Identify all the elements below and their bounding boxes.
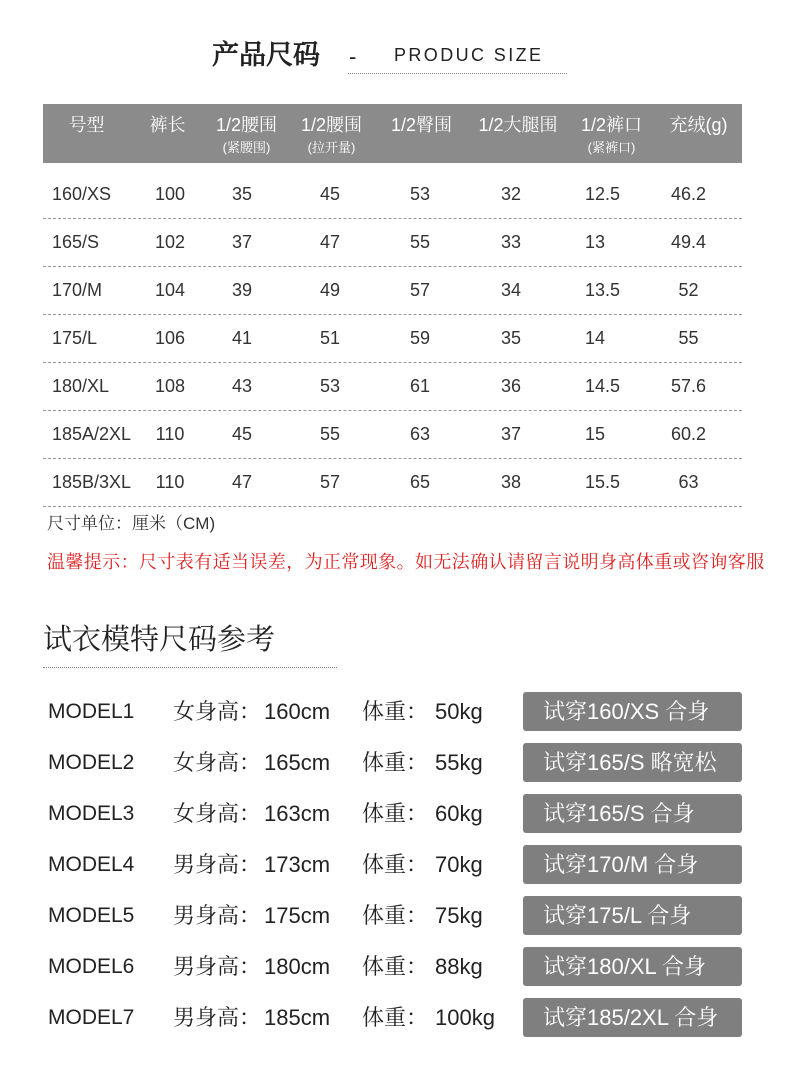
- model-name: MODEL3: [48, 802, 135, 825]
- size-table-cell: 110: [155, 424, 185, 444]
- size-table-row: [43, 171, 742, 219]
- title-divider: [348, 73, 567, 74]
- size-table-cell: 13: [585, 232, 606, 252]
- weight-label: 体重：: [362, 954, 429, 979]
- model-name: MODEL5: [48, 904, 135, 927]
- size-table-cell: 37: [231, 232, 253, 252]
- size-table-header-cell: [655, 104, 742, 163]
- size-table-cell: 14: [585, 328, 606, 348]
- size-table: [43, 104, 742, 507]
- size-table-cell: 41: [231, 328, 253, 348]
- size-table-row: [43, 219, 742, 267]
- header-sublabel: (紧裤口): [587, 140, 636, 155]
- size-table-cell: 12.5: [585, 184, 621, 204]
- header-label: 1/2腰围: [300, 115, 363, 135]
- size-table-cell: 39: [231, 280, 253, 300]
- size-table-cell: 106: [154, 328, 186, 348]
- size-table-cell: 63: [678, 472, 699, 492]
- size-table-row: [43, 315, 742, 363]
- size-table-cell: 53: [319, 376, 341, 396]
- weight-value: 88kg: [435, 954, 483, 979]
- weight-value: 50kg: [435, 699, 483, 724]
- size-table-cell: 33: [500, 232, 522, 252]
- header-label: 1/2大腿围: [478, 115, 558, 135]
- size-table-cell: 32: [500, 184, 522, 204]
- size-table-header-cell: [205, 104, 288, 163]
- size-table-header-cell: [43, 104, 130, 163]
- model-row: [0, 794, 790, 833]
- size-table-cell: 57.6: [670, 376, 707, 396]
- header-sublabel: (紧腰围): [222, 140, 271, 155]
- size-table-cell: 13.5: [585, 280, 621, 300]
- size-table-cell: 55: [678, 328, 699, 348]
- weight-label: 体重：: [362, 903, 429, 928]
- size-table-cell: 170/M: [52, 280, 103, 300]
- size-table-cell: 38: [500, 472, 522, 492]
- weight-label: 体重：: [362, 801, 429, 826]
- size-table-row: [43, 459, 742, 507]
- fit-badge: 试穿180/XL 合身: [523, 947, 742, 986]
- model-row: [0, 743, 790, 782]
- size-table-cell: 63: [409, 424, 431, 444]
- model-section-title: 试衣模特尺码参考: [43, 624, 276, 656]
- header-label: 充绒(g): [669, 115, 728, 135]
- size-table-cell: 53: [409, 184, 431, 204]
- model-name: MODEL6: [48, 955, 135, 978]
- size-table-row: [43, 411, 742, 459]
- height-label: 男身高：: [173, 954, 262, 979]
- size-table-cell: 35: [500, 328, 522, 348]
- page-title-cn: 产品尺码: [212, 40, 320, 70]
- weight-value: 100kg: [435, 1005, 495, 1030]
- model-row: [0, 998, 790, 1037]
- size-table-cell: 160/XS: [52, 184, 112, 204]
- height-value: 165cm: [264, 750, 331, 775]
- size-table-cell: 14.5: [585, 376, 621, 396]
- fit-badge: 试穿170/M 合身: [523, 845, 742, 884]
- height-label: 男身高：: [173, 903, 262, 928]
- size-table-cell: 185A/2XL: [52, 424, 132, 444]
- size-table-cell: 102: [154, 232, 186, 252]
- size-table-header-cell: [375, 104, 468, 163]
- size-table-cell: 49.4: [670, 232, 707, 252]
- weight-label: 体重：: [362, 852, 429, 877]
- fit-badge: 试穿165/S 合身: [523, 794, 742, 833]
- height-value: 173cm: [264, 852, 331, 877]
- weight-value: 75kg: [435, 903, 483, 928]
- size-table-cell: 180/XL: [52, 376, 110, 396]
- fit-badge: 试穿160/XS 合身: [523, 692, 742, 731]
- height-label: 男身高：: [173, 852, 262, 877]
- size-table-header-cell: [288, 104, 375, 163]
- fit-badge: 试穿185/2XL 合身: [523, 998, 742, 1037]
- height-label: 女身高：: [173, 699, 262, 724]
- header-label: 1/2臀围: [390, 115, 453, 135]
- header-label: 号型: [68, 115, 105, 135]
- size-table-cell: 55: [319, 424, 341, 444]
- size-table-cell: 55: [409, 232, 431, 252]
- height-label: 女身高：: [173, 801, 262, 826]
- model-row: [0, 947, 790, 986]
- size-table-cell: 43: [231, 376, 253, 396]
- size-table-cell: 46.2: [670, 184, 707, 204]
- height-value: 180cm: [264, 954, 331, 979]
- size-table-cell: 34: [500, 280, 522, 300]
- unit-note: 尺寸单位：厘米（CM): [47, 514, 216, 533]
- model-row: [0, 845, 790, 884]
- size-table-cell: 45: [319, 184, 341, 204]
- size-table-cell: 165/S: [52, 232, 100, 252]
- weight-value: 60kg: [435, 801, 483, 826]
- weight-value: 55kg: [435, 750, 483, 775]
- model-name: MODEL1: [48, 700, 135, 723]
- fit-badge: 试穿175/L 合身: [523, 896, 742, 935]
- size-table-cell: 60.2: [670, 424, 707, 444]
- fit-badge: 试穿165/S 略宽松: [523, 743, 742, 782]
- size-table-cell: 45: [231, 424, 253, 444]
- header-label: 1/2裤口: [580, 115, 643, 135]
- size-table-body: [43, 163, 742, 507]
- size-table-cell: 49: [319, 280, 341, 300]
- size-table-row: [43, 267, 742, 315]
- size-table-cell: 51: [319, 328, 341, 348]
- header-sublabel: (拉开量): [307, 140, 356, 155]
- model-section-divider: [43, 667, 337, 668]
- model-name: MODEL2: [48, 751, 135, 774]
- height-label: 女身高：: [173, 750, 262, 775]
- size-table-cell: 15.5: [585, 472, 621, 492]
- size-table-cell: 185B/3XL: [52, 472, 132, 492]
- size-table-cell: 61: [409, 376, 431, 396]
- weight-value: 70kg: [435, 852, 483, 877]
- height-value: 163cm: [264, 801, 331, 826]
- size-table-cell: 36: [500, 376, 522, 396]
- model-row: [0, 896, 790, 935]
- size-table-cell: 47: [231, 472, 253, 492]
- warning-note: 温馨提示：尺寸表有适当误差，为正常现象。如无法确认请留言说明身高体重或咨询客服: [47, 552, 765, 572]
- size-table-cell: 108: [154, 376, 186, 396]
- weight-label: 体重：: [362, 750, 429, 775]
- weight-label: 体重：: [362, 699, 429, 724]
- page-title-en: PRODUC SIZE: [394, 45, 544, 65]
- header-label: 裤长: [149, 115, 186, 135]
- size-table-cell: 100: [154, 184, 186, 204]
- size-table-cell: 104: [154, 280, 186, 300]
- model-name: MODEL7: [48, 1006, 135, 1029]
- size-table-cell: 175/L: [52, 328, 98, 348]
- header-label: 1/2腰围: [215, 115, 278, 135]
- size-table-header-cell: [568, 104, 655, 163]
- size-table-cell: 59: [409, 328, 431, 348]
- size-table-cell: 15: [585, 424, 606, 444]
- size-table-header-cell: [130, 104, 205, 163]
- size-table-cell: 52: [678, 280, 699, 300]
- height-value: 160cm: [264, 699, 331, 724]
- size-table-cell: 35: [231, 184, 253, 204]
- size-table-cell: 37: [500, 424, 522, 444]
- size-table-header-cell: [468, 104, 568, 163]
- size-table-cell: 57: [409, 280, 431, 300]
- model-name: MODEL4: [48, 853, 135, 876]
- size-table-cell: 110: [155, 472, 185, 492]
- height-value: 185cm: [264, 1005, 331, 1030]
- model-row: [0, 692, 790, 731]
- size-table-row: [43, 363, 742, 411]
- size-table-cell: 47: [319, 232, 341, 252]
- height-value: 175cm: [264, 903, 331, 928]
- size-table-header: [43, 104, 742, 163]
- height-label: 男身高：: [173, 1005, 262, 1030]
- title-separator: -: [349, 44, 357, 69]
- model-list: [0, 692, 790, 1037]
- size-table-cell: 65: [409, 472, 431, 492]
- weight-label: 体重：: [362, 1005, 429, 1030]
- size-table-cell: 57: [319, 472, 341, 492]
